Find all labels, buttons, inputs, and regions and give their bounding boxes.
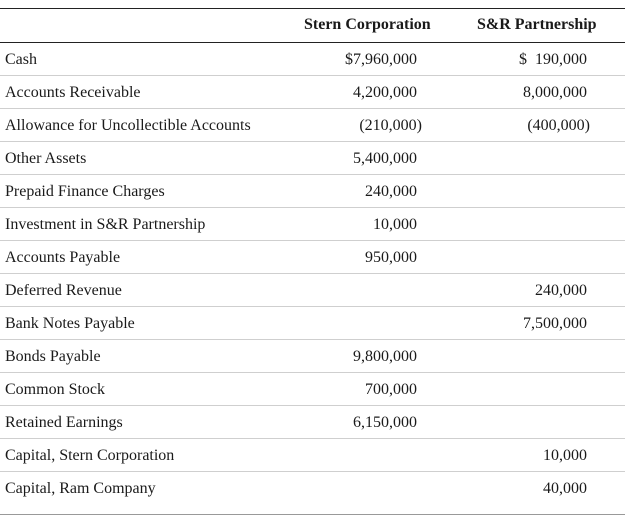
table-row xyxy=(0,76,625,109)
table-row xyxy=(0,472,625,505)
sr-value: 40,000 xyxy=(543,480,587,497)
table-row xyxy=(0,439,625,472)
sr-value: $ 190,000 xyxy=(519,51,587,68)
table-row xyxy=(0,208,625,241)
row-label: Accounts Payable xyxy=(5,249,121,266)
table-row xyxy=(0,43,625,76)
table-top-rule xyxy=(0,8,625,9)
sr-value: 240,000 xyxy=(535,282,587,299)
table-row xyxy=(0,274,625,307)
row-label: Retained Earnings xyxy=(5,414,123,431)
stern-value: 950,000 xyxy=(365,249,417,266)
stern-value: 10,000 xyxy=(373,216,417,233)
stern-value: $7,960,000 xyxy=(345,51,417,68)
column-header-sr: S&R Partnership xyxy=(477,16,597,33)
table-bottom-rule xyxy=(0,514,625,515)
stern-value: 9,800,000 xyxy=(353,348,417,365)
stern-value: 240,000 xyxy=(365,183,417,200)
row-label: Common Stock xyxy=(5,381,106,398)
row-label: Accounts Receivable xyxy=(5,84,141,101)
table-row xyxy=(0,373,625,406)
table-row xyxy=(0,340,625,373)
row-label: Prepaid Finance Charges xyxy=(5,183,165,200)
sr-value: (400,000) xyxy=(527,117,590,134)
sr-value: 7,500,000 xyxy=(523,315,587,332)
sr-value: 8,000,000 xyxy=(523,84,587,101)
sr-value: 10,000 xyxy=(543,447,587,464)
table-row xyxy=(0,142,625,175)
stern-value: 4,200,000 xyxy=(353,84,417,101)
row-label: Bonds Payable xyxy=(5,348,101,365)
row-label: Capital, Ram Company xyxy=(5,480,156,497)
row-label: Deferred Revenue xyxy=(5,282,122,299)
table-row xyxy=(0,241,625,274)
table-row xyxy=(0,109,625,142)
row-label: Bank Notes Payable xyxy=(5,315,135,332)
stern-value: (210,000) xyxy=(359,117,422,134)
row-label: Other Assets xyxy=(5,150,87,167)
table-row xyxy=(0,175,625,208)
row-label: Capital, Stern Corporation xyxy=(5,447,175,464)
stern-value: 700,000 xyxy=(365,381,417,398)
row-label: Allowance for Uncollectible Accounts xyxy=(5,117,251,134)
stern-value: 6,150,000 xyxy=(353,414,417,431)
row-label: Investment in S&R Partnership xyxy=(5,216,206,233)
table-row xyxy=(0,307,625,340)
column-header-stern: Stern Corporation xyxy=(304,16,431,33)
stern-value: 5,400,000 xyxy=(353,150,417,167)
table-row xyxy=(0,406,625,439)
row-label: Cash xyxy=(5,51,37,68)
